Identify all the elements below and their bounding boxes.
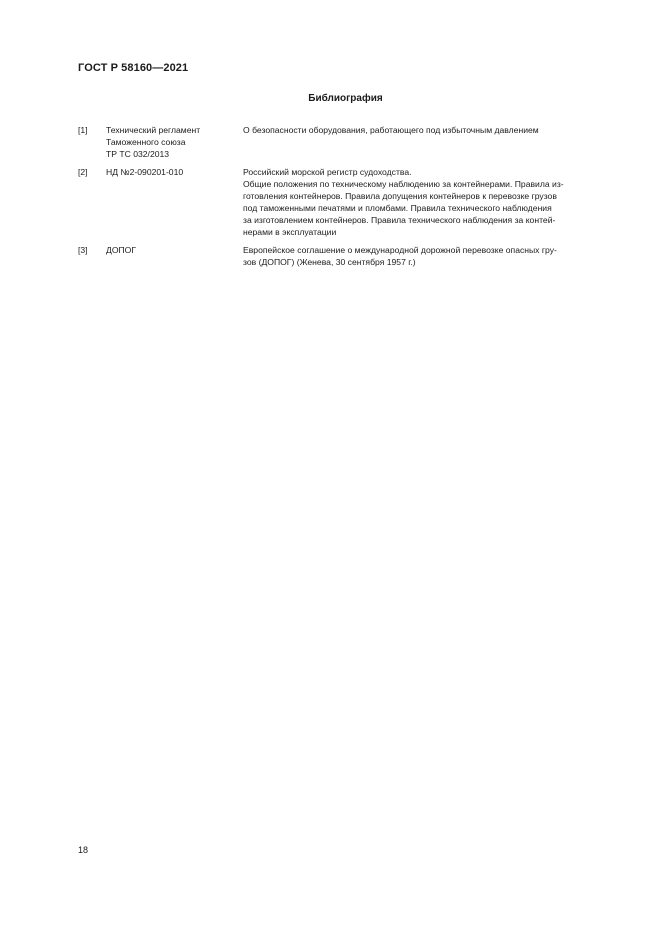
description-line: Российский морской регистр судоходства.	[243, 167, 412, 177]
page-number: 18	[78, 845, 89, 855]
entry-description	[243, 124, 613, 160]
source-line: ДОПОГ	[106, 245, 137, 255]
description-line: нерами в эксплуатации	[243, 227, 337, 237]
bibliography-list	[78, 124, 613, 274]
description-line: готовления контейнеров. Правила допущения контейнеров к перевозке грузов	[243, 191, 557, 201]
entry-source	[106, 166, 243, 238]
entry-number: [1]	[78, 125, 88, 135]
description-line: О безопасности оборудования, работающего под избыточным давлением	[243, 125, 539, 135]
source-line: Технический регламент	[106, 125, 201, 135]
bibliography-entry	[78, 166, 613, 238]
source-line: Таможенного союза	[106, 137, 186, 147]
section-title: Библиография	[308, 93, 383, 104]
description-line: Европейское соглашение о международной дорожной перевозке опасных гру-	[243, 245, 557, 255]
description-line: под таможенными печатями и пломбами. Правила технического наблюдения	[243, 203, 552, 213]
bibliography-entry	[78, 124, 613, 160]
entry-source	[106, 244, 243, 268]
source-line: НД №2-090201-010	[106, 167, 184, 177]
description-line: за изготовлением контейнеров. Правила технического наблюдения за контей-	[243, 215, 556, 225]
description-line: зов (ДОПОГ) (Женева, 30 сентября 1957 г.)	[243, 257, 416, 267]
description-line: Общие положения по техническому наблюдению за контейнерами. Правила из-	[243, 179, 564, 189]
entry-number: [2]	[78, 167, 88, 177]
entry-source	[106, 124, 243, 160]
entry-description	[243, 244, 613, 268]
source-line: ТР ТС 032/2013	[106, 149, 170, 159]
entry-description	[243, 166, 613, 238]
bibliography-entry	[78, 244, 613, 268]
document-code-header: ГОСТ Р 58160—2021	[78, 62, 189, 74]
entry-number: [3]	[78, 245, 88, 255]
